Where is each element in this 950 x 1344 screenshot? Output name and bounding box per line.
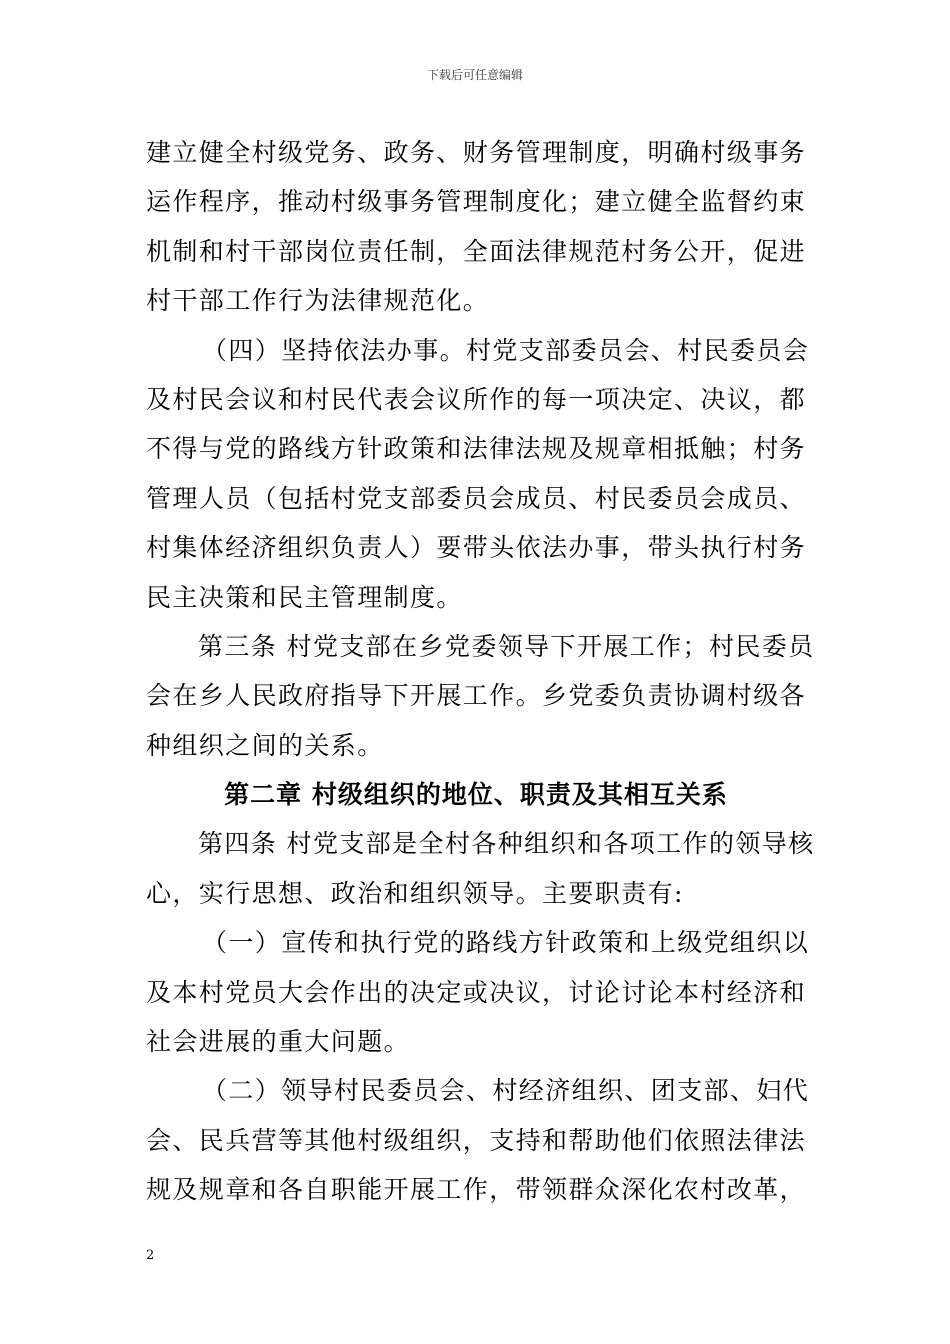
- chapter-heading: 第二章 村级组织的地位、职责及其相互关系: [224, 780, 728, 810]
- text-line: 会、民兵营等其他村级组织，支持和帮助他们依照法律法: [146, 1125, 807, 1155]
- text-line: 不得与党的路线方针政策和法律法规及规章相抵触；村务: [146, 434, 807, 464]
- text-line: 规及规章和各自职能开展工作，带领群众深化农村改革，: [146, 1175, 807, 1205]
- text-line: 运作程序，推动村级事务管理制度化；建立健全监督约束: [146, 187, 807, 217]
- text-line: 管理人员（包括村党支部委员会成员、村民委员会成员、: [146, 483, 807, 513]
- page-number: 2: [146, 1248, 155, 1263]
- text-line: 及村民会议和村民代表会议所作的每一项决定、决议，都: [146, 384, 807, 414]
- text-line: 建立健全村级党务、政务、财务管理制度，明确村级事务: [146, 138, 807, 167]
- text-line: 社会进展的重大问题。: [146, 1027, 411, 1057]
- document-body: [146, 128, 815, 1215]
- text-line: 心，实行思想、政治和组织领导。主要职责有:: [146, 878, 684, 908]
- page-header-note: 下载后可任意编辑: [426, 68, 523, 82]
- text-line: 种组织之间的关系。: [146, 730, 384, 760]
- text-line: 民主决策和民主管理制度。: [146, 582, 463, 612]
- text-line: 及本村党员大会作出的决定或决议，讨论讨论本村经济和: [146, 977, 807, 1007]
- text-line: （四）坚持依法办事。村党支部委员会、村民委员会: [202, 335, 810, 365]
- text-line: 村干部工作行为法律规范化。: [146, 286, 490, 316]
- text-line: 会在乡人民政府指导下开展工作。乡党委负责协调村级各: [146, 681, 807, 711]
- text-line: 机制和村干部岗位责任制，全面法律规范村务公开，促进: [146, 236, 807, 266]
- text-line: （二）领导村民委员会、村经济组织、团支部、妇代: [202, 1076, 810, 1106]
- text-line: 村集体经济组织负责人）要带头依法办事，带头执行村务: [146, 533, 807, 563]
- text-line: （一）宣传和执行党的路线方针政策和上级党组织以: [202, 928, 810, 958]
- text-line: 第三条 村党支部在乡党委领导下开展工作；村民委员: [198, 631, 815, 661]
- text-line: 第四条 村党支部是全村各种组织和各项工作的领导核: [198, 829, 815, 859]
